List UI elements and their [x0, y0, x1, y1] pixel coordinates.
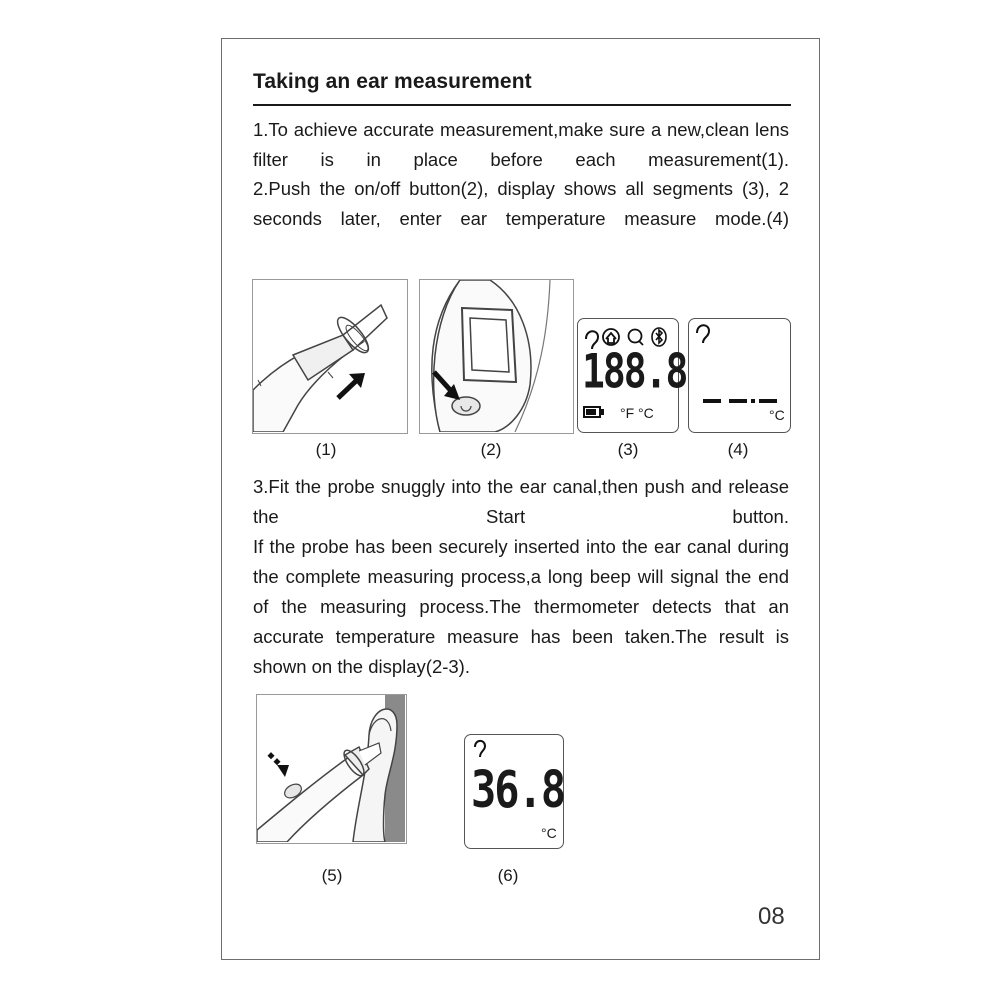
- ear-icon: [697, 325, 709, 343]
- unit-label: °C: [541, 825, 557, 841]
- section-title: Taking an ear measurement: [253, 70, 532, 93]
- step-1-paragraph: 1.To achieve accurate measurement,make sure a new,clean lens filter is in place before each measurement(1).: [253, 119, 789, 170]
- arrow-icon: [267, 752, 289, 777]
- figure-5-probe-in-ear: [256, 694, 407, 844]
- caption-4: (4): [727, 440, 749, 459]
- figure-1-lens-filter: [252, 279, 408, 434]
- figure-4-display-ear-mode: [688, 318, 791, 433]
- segment-digits: 188.8: [582, 343, 687, 399]
- result-paragraph: If the probe has been securely inserted into the ear canal during the complete measuring process,a long beep will signal the end of the measuring process.The thermometer detects that an accurate temperature measure has been taken.The result is shown on the display(2-3).: [253, 536, 789, 677]
- figure-6-display-result: [464, 734, 564, 849]
- step-3-paragraph: 3.Fit the probe snuggly into the ear canal,then push and release the Start button.: [253, 476, 789, 527]
- caption-5: (5): [321, 866, 343, 885]
- ear-icon: [475, 741, 485, 757]
- step-2-paragraph: 2.Push the on/off button(2), display shows all segments (3), 2 seconds later, enter ear temperature measure mode.(4): [253, 178, 789, 229]
- figure-3-display-all-segments: [577, 318, 687, 433]
- caption-2: (2): [480, 440, 502, 459]
- caption-3: (3): [617, 440, 639, 459]
- caption-6: (6): [497, 866, 519, 885]
- battery-icon: [584, 407, 603, 417]
- result-digits: 36.8: [471, 760, 565, 819]
- caption-1: (1): [315, 440, 337, 459]
- figure-2-power-button: [419, 279, 574, 434]
- unit-label: °C: [769, 407, 785, 423]
- unit-labels: °F °C: [620, 405, 654, 421]
- page-number: 08: [758, 903, 785, 930]
- title-rule: [253, 104, 791, 106]
